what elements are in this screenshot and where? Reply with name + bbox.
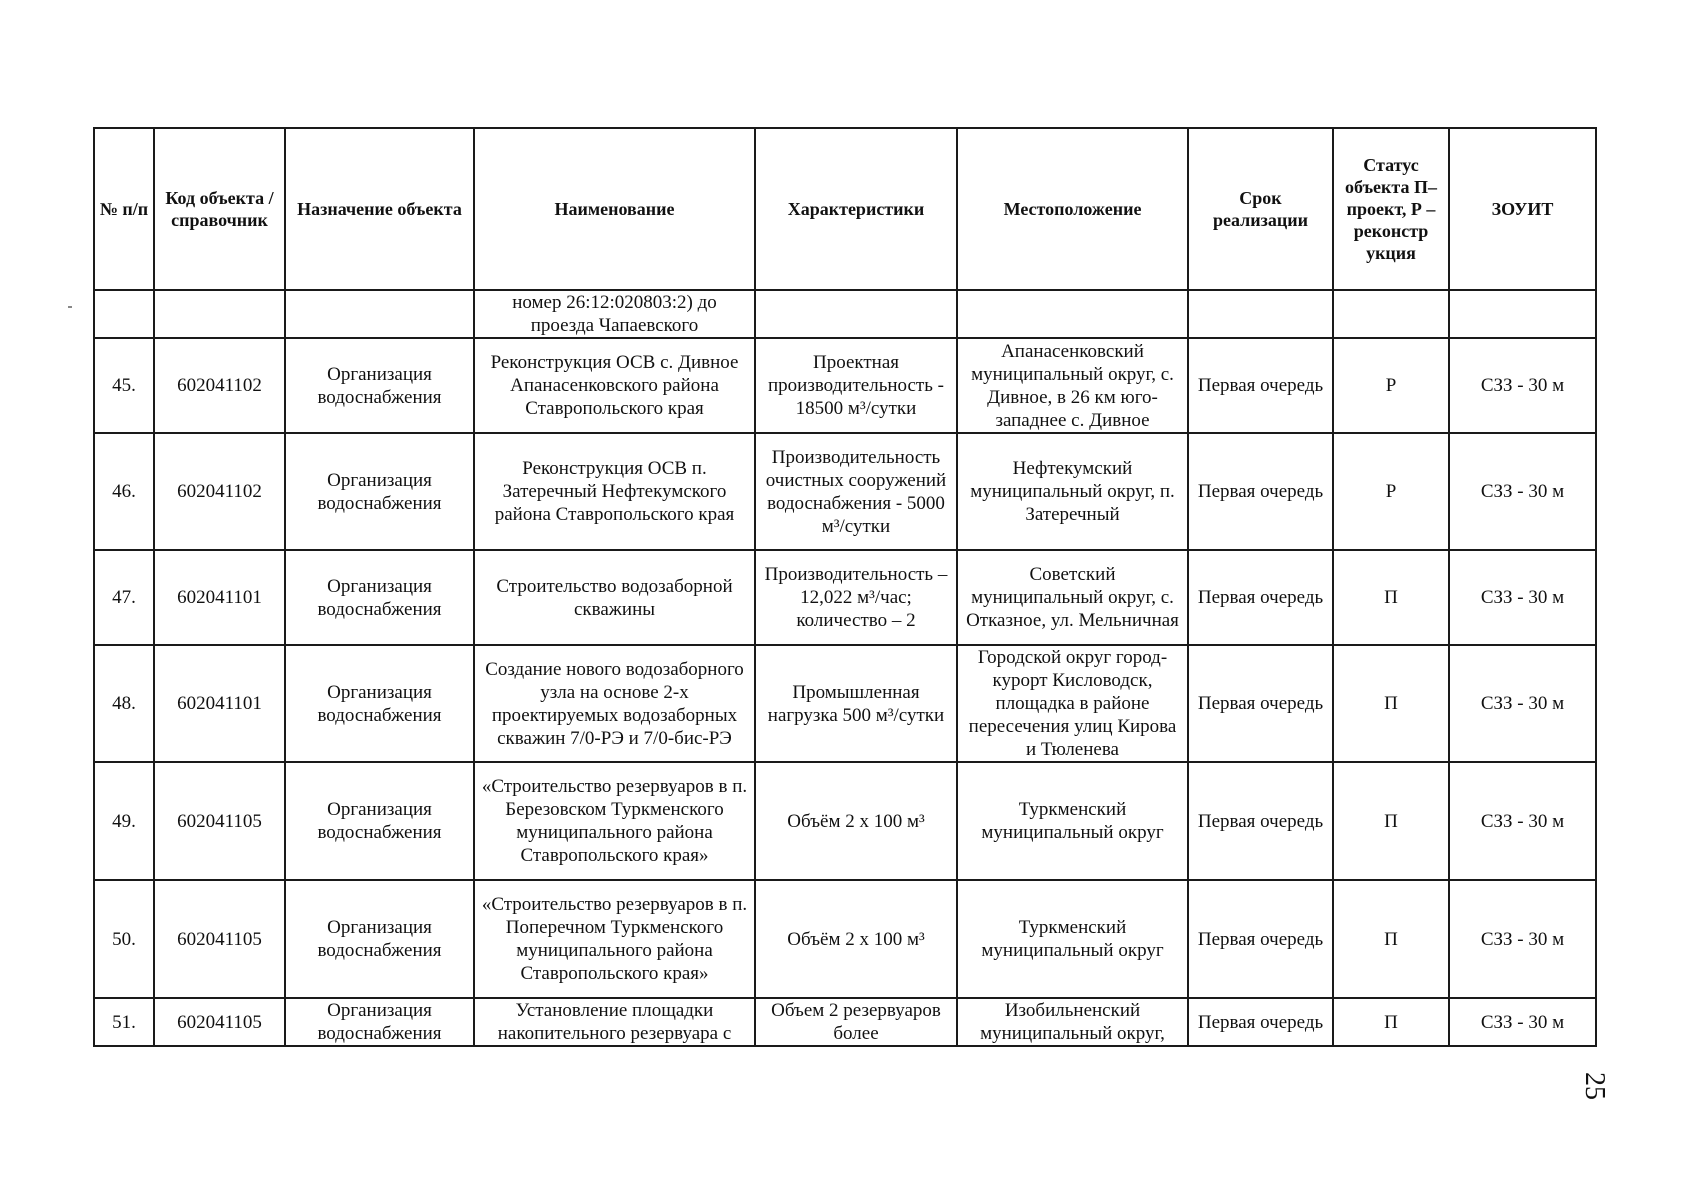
cell-term: Первая очередь (1188, 433, 1333, 550)
cell-term (1188, 290, 1333, 338)
cell-number (94, 290, 154, 338)
cell-term: Первая очередь (1188, 998, 1333, 1046)
cell-location: Городской округ город-курорт Кисловодск, площадка в районе пересечения улиц Кирова и Тюленева (957, 645, 1188, 762)
objects-table (93, 127, 1597, 1047)
cell-characteristics: Объём 2 х 100 м³ (755, 762, 957, 880)
cell-name: номер 26:12:020803:2) до проезда Чапаевского (474, 290, 755, 338)
cell-code: 602041101 (154, 645, 285, 762)
cell-purpose (285, 290, 474, 338)
cell-number: 47. (94, 550, 154, 645)
cell-term: Первая очередь (1188, 762, 1333, 880)
cell-location: Изобильненский муниципальный округ, (957, 998, 1188, 1046)
cell-characteristics: Объем 2 резервуаров более (755, 998, 957, 1046)
page-number: 25 (1579, 1072, 1610, 1100)
cell-characteristics: Промышленная нагрузка 500 м³/сутки (755, 645, 957, 762)
cell-status: П (1333, 998, 1449, 1046)
cell-code: 602041105 (154, 998, 285, 1046)
cell-zone: СЗЗ - 30 м (1449, 998, 1596, 1046)
header-cell: Код объекта / справочник (154, 128, 285, 290)
cell-name: Реконструкция ОСВ с. Дивное Апанасенковского района Ставропольского края (474, 338, 755, 433)
table-row (94, 338, 1596, 433)
cell-zone: СЗЗ - 30 м (1449, 338, 1596, 433)
cell-purpose: Организация водоснабжения (285, 550, 474, 645)
cell-number: 48. (94, 645, 154, 762)
cell-name: Реконструкция ОСВ п. Затеречный Нефтекумского района Ставропольского края (474, 433, 755, 550)
cell-zone: СЗЗ - 30 м (1449, 433, 1596, 550)
scan-artifact (68, 306, 72, 308)
cell-characteristics (755, 290, 957, 338)
cell-zone (1449, 290, 1596, 338)
cell-location (957, 290, 1188, 338)
header-cell: Местоположение (957, 128, 1188, 290)
header-row (94, 128, 1596, 290)
cell-term: Первая очередь (1188, 338, 1333, 433)
cell-status: П (1333, 880, 1449, 998)
cell-name: «Строительство резервуаров в п. Березовском Туркменского муниципального района Ставропольского края» (474, 762, 755, 880)
cell-number: 51. (94, 998, 154, 1046)
cell-code: 602041102 (154, 338, 285, 433)
cell-characteristics: Производительность – 12,022 м³/час; количество – 2 (755, 550, 957, 645)
cell-zone: СЗЗ - 30 м (1449, 880, 1596, 998)
table-row (94, 762, 1596, 880)
table-row (94, 433, 1596, 550)
cell-status (1333, 290, 1449, 338)
cell-code (154, 290, 285, 338)
cell-zone: СЗЗ - 30 м (1449, 762, 1596, 880)
table-row (94, 290, 1596, 338)
header-cell: № п/п (94, 128, 154, 290)
cell-location: Апанасенковский муниципальный округ, с. Дивное, в 26 км юго-западнее с. Дивное (957, 338, 1188, 433)
cell-status: П (1333, 645, 1449, 762)
cell-purpose: Организация водоснабжения (285, 338, 474, 433)
cell-purpose: Организация водоснабжения (285, 645, 474, 762)
cell-number: 46. (94, 433, 154, 550)
cell-code: 602041105 (154, 880, 285, 998)
cell-name: Установление площадки накопительного резервуара с (474, 998, 755, 1046)
cell-number: 49. (94, 762, 154, 880)
cell-name: Строительство водозаборной скважины (474, 550, 755, 645)
cell-characteristics: Проектная производительность - 18500 м³/сутки (755, 338, 957, 433)
table-row (94, 550, 1596, 645)
cell-status: Р (1333, 433, 1449, 550)
cell-purpose: Организация водоснабжения (285, 433, 474, 550)
cell-purpose: Организация водоснабжения (285, 762, 474, 880)
cell-status: П (1333, 762, 1449, 880)
cell-characteristics: Производительность очистных сооружений водоснабжения - 5000 м³/сутки (755, 433, 957, 550)
cell-characteristics: Объём 2 х 100 м³ (755, 880, 957, 998)
cell-number: 45. (94, 338, 154, 433)
cell-name: Создание нового водозаборного узла на основе 2-х проектируемых водозаборных скважин 7/0-РЭ и 7/0-бис-РЭ (474, 645, 755, 762)
table-row (94, 880, 1596, 998)
cell-status: Р (1333, 338, 1449, 433)
cell-zone: СЗЗ - 30 м (1449, 550, 1596, 645)
cell-location: Туркменский муниципальный округ (957, 880, 1188, 998)
header-cell: Назначение объекта (285, 128, 474, 290)
cell-name: «Строительство резервуаров в п. Поперечном Туркменского муниципального района Ставропольского края» (474, 880, 755, 998)
cell-purpose: Организация водоснабжения (285, 998, 474, 1046)
cell-location: Нефтекумский муниципальный округ, п. Затеречный (957, 433, 1188, 550)
header-cell: Срок реализации (1188, 128, 1333, 290)
header-cell: Статус объекта П– проект, Р – реконстр укция (1333, 128, 1449, 290)
cell-code: 602041102 (154, 433, 285, 550)
header-cell: Наименование (474, 128, 755, 290)
cell-location: Туркменский муниципальный округ (957, 762, 1188, 880)
cell-term: Первая очередь (1188, 645, 1333, 762)
cell-code: 602041105 (154, 762, 285, 880)
header-cell: ЗОУИТ (1449, 128, 1596, 290)
cell-zone: СЗЗ - 30 м (1449, 645, 1596, 762)
table-row (94, 998, 1596, 1046)
cell-location: Советский муниципальный округ, с. Отказное, ул. Мельничная (957, 550, 1188, 645)
table-row (94, 645, 1596, 762)
cell-term: Первая очередь (1188, 880, 1333, 998)
header-cell: Характеристики (755, 128, 957, 290)
cell-code: 602041101 (154, 550, 285, 645)
cell-purpose: Организация водоснабжения (285, 880, 474, 998)
cell-term: Первая очередь (1188, 550, 1333, 645)
cell-number: 50. (94, 880, 154, 998)
cell-status: П (1333, 550, 1449, 645)
